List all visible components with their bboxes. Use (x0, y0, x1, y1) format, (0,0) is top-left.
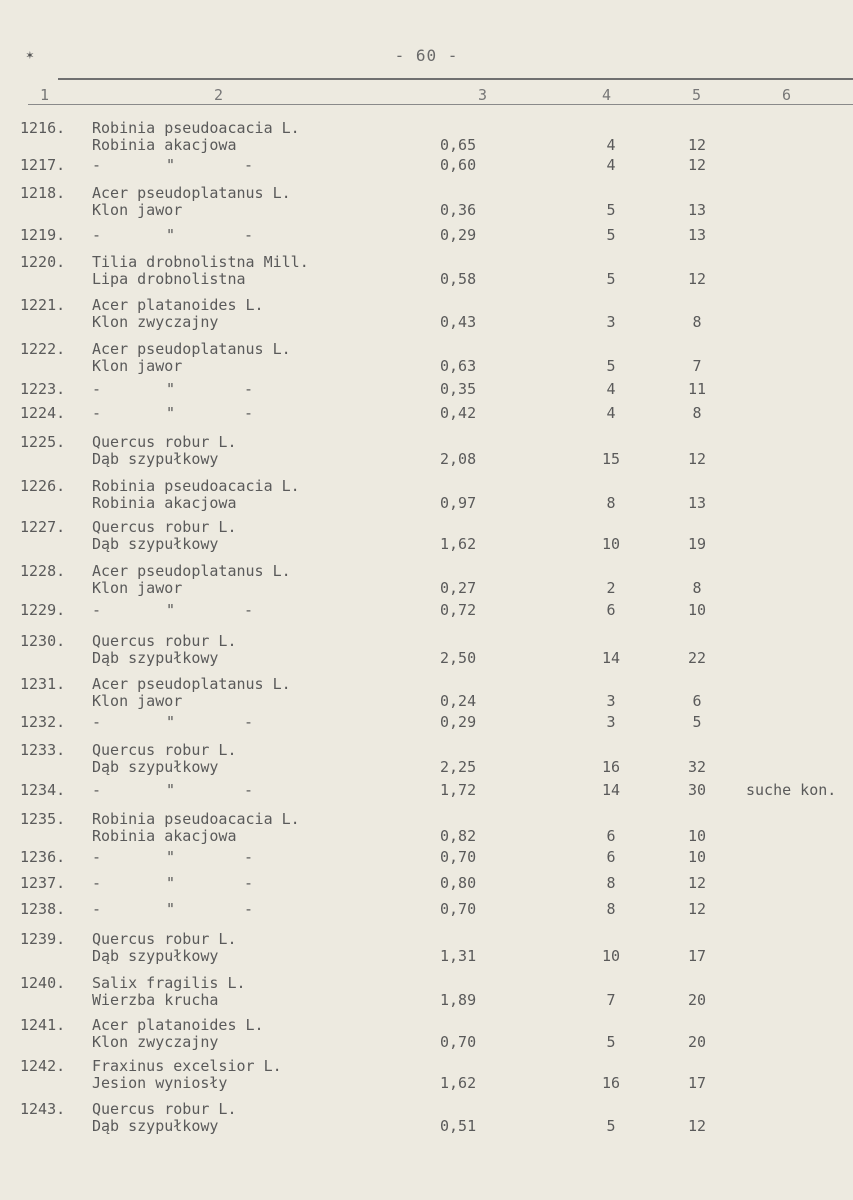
species-polish: Dąb szypułkowy (92, 758, 219, 776)
row-number: 1237. (20, 874, 66, 892)
ditto-dash: - (92, 404, 102, 422)
value-col4: 10 (601, 535, 621, 553)
row-number: 1233. (20, 741, 66, 759)
species-polish: Lipa drobnolistna (92, 270, 246, 288)
species-name (92, 931, 422, 965)
value-col5: 17 (687, 1074, 707, 1092)
value-col4: 4 (606, 404, 616, 422)
value-col3: 1,72 (440, 781, 477, 799)
value-col3: 0,43 (440, 313, 477, 331)
ditto-quote: " (166, 226, 176, 244)
ditto-dash: - (244, 874, 254, 892)
column-header-5: 5 (692, 86, 702, 104)
row-number: 1230. (20, 632, 66, 650)
species-latin: Acer pseudoplatanus L. (92, 184, 291, 202)
value-col3: 0,29 (440, 713, 477, 731)
ditto-dash: - (244, 781, 254, 799)
value-col5: 6 (692, 692, 702, 710)
row-number: 1232. (20, 713, 66, 731)
value-col4: 6 (606, 827, 616, 845)
ditto-dash: - (92, 601, 102, 619)
species-polish: Robinia akacjowa (92, 827, 237, 845)
species-name (92, 120, 422, 154)
value-col3: 0,70 (440, 848, 477, 866)
value-col5: 19 (687, 535, 707, 553)
value-col3: 2,08 (440, 450, 477, 468)
ditto-dash: - (244, 404, 254, 422)
value-col5: 7 (692, 357, 702, 375)
value-col4: 4 (606, 136, 616, 154)
value-col5: 12 (687, 900, 707, 918)
ditto-dash: - (244, 380, 254, 398)
species-polish: Klon zwyczajny (92, 1033, 219, 1051)
row-number: 1218. (20, 184, 66, 202)
remarks: suche kon. (746, 781, 837, 799)
species-latin: Acer pseudoplatanus L. (92, 675, 291, 693)
value-col3: 1,62 (440, 535, 477, 553)
ditto-dash: - (92, 380, 102, 398)
ditto-quote: " (166, 404, 176, 422)
value-col4: 14 (601, 781, 621, 799)
value-col4: 6 (606, 601, 616, 619)
species-polish: Klon jawor (92, 692, 183, 710)
species-name (92, 1017, 422, 1051)
species-polish: Jesion wyniosły (92, 1074, 228, 1092)
species-latin: Acer platanoides L. (92, 296, 264, 314)
value-col3: 0,58 (440, 270, 477, 288)
column-header-4: 4 (602, 86, 612, 104)
species-name (92, 676, 422, 710)
row-number: 1220. (20, 253, 66, 271)
species-name (92, 633, 422, 667)
species-latin: Quercus robur L. (92, 518, 237, 536)
value-col3: 0,35 (440, 380, 477, 398)
value-col4: 4 (606, 380, 616, 398)
species-polish: Dąb szypułkowy (92, 649, 219, 667)
ditto-quote: " (166, 713, 176, 731)
value-col4: 7 (606, 991, 616, 1009)
value-col4: 5 (606, 201, 616, 219)
value-col5: 8 (692, 313, 702, 331)
row-number: 1223. (20, 380, 66, 398)
row-number: 1222. (20, 340, 66, 358)
value-col3: 1,62 (440, 1074, 477, 1092)
ditto-dash: - (92, 156, 102, 174)
page-number: - 60 - (394, 46, 459, 65)
value-col5: 32 (687, 758, 707, 776)
species-polish: Robinia akacjowa (92, 136, 237, 154)
species-name (92, 563, 422, 597)
value-col3: 2,50 (440, 649, 477, 667)
ditto-quote: " (166, 601, 176, 619)
value-col5: 17 (687, 947, 707, 965)
row-number: 1225. (20, 433, 66, 451)
species-name (92, 1101, 422, 1135)
species-latin: Quercus robur L. (92, 930, 237, 948)
value-col4: 4 (606, 156, 616, 174)
value-col4: 8 (606, 900, 616, 918)
value-col5: 13 (687, 494, 707, 512)
stray-mark: ✶ (26, 48, 34, 63)
value-col4: 8 (606, 494, 616, 512)
row-number: 1242. (20, 1057, 66, 1075)
ditto-dash: - (92, 226, 102, 244)
value-col3: 0,70 (440, 1033, 477, 1051)
value-col4: 5 (606, 1117, 616, 1135)
value-col5: 5 (692, 713, 702, 731)
value-col4: 3 (606, 713, 616, 731)
value-col4: 16 (601, 758, 621, 776)
row-number: 1226. (20, 477, 66, 495)
species-polish: Wierzba krucha (92, 991, 219, 1009)
ditto-quote: " (166, 380, 176, 398)
species-polish: Dąb szypułkowy (92, 535, 219, 553)
value-col5: 10 (687, 601, 707, 619)
species-latin: Quercus robur L. (92, 433, 237, 451)
species-latin: Robinia pseudoacacia L. (92, 810, 300, 828)
row-number: 1231. (20, 675, 66, 693)
value-col4: 3 (606, 313, 616, 331)
column-header-6: 6 (782, 86, 792, 104)
value-col3: 0,82 (440, 827, 477, 845)
value-col4: 5 (606, 1033, 616, 1051)
value-col5: 12 (687, 1117, 707, 1135)
value-col5: 20 (687, 1033, 707, 1051)
value-col4: 5 (606, 357, 616, 375)
value-col3: 0,42 (440, 404, 477, 422)
species-name (92, 185, 422, 219)
value-col3: 0,29 (440, 226, 477, 244)
species-name (92, 478, 422, 512)
value-col5: 8 (692, 404, 702, 422)
value-col4: 3 (606, 692, 616, 710)
ditto-dash: - (92, 781, 102, 799)
species-name (92, 434, 422, 468)
ditto-dash: - (92, 713, 102, 731)
row-number: 1224. (20, 404, 66, 422)
ditto-dash: - (92, 848, 102, 866)
column-header-1: 1 (40, 86, 50, 104)
species-latin: Quercus robur L. (92, 1100, 237, 1118)
species-name (92, 1058, 422, 1092)
species-name (92, 519, 422, 553)
value-col4: 16 (601, 1074, 621, 1092)
row-number: 1240. (20, 974, 66, 992)
row-number: 1236. (20, 848, 66, 866)
column-header-2: 2 (214, 86, 224, 104)
species-name (92, 254, 422, 288)
value-col5: 22 (687, 649, 707, 667)
value-col3: 2,25 (440, 758, 477, 776)
value-col5: 8 (692, 579, 702, 597)
value-col3: 0,36 (440, 201, 477, 219)
value-col4: 8 (606, 874, 616, 892)
ditto-dash: - (92, 874, 102, 892)
value-col5: 10 (687, 848, 707, 866)
species-name (92, 341, 422, 375)
value-col3: 0,60 (440, 156, 477, 174)
value-col3: 0,51 (440, 1117, 477, 1135)
species-latin: Quercus robur L. (92, 632, 237, 650)
row-number: 1235. (20, 810, 66, 828)
value-col3: 0,80 (440, 874, 477, 892)
value-col4: 5 (606, 226, 616, 244)
ditto-dash: - (244, 900, 254, 918)
ditto-dash: - (244, 713, 254, 731)
species-polish: Klon zwyczajny (92, 313, 219, 331)
row-number: 1238. (20, 900, 66, 918)
species-latin: Acer platanoides L. (92, 1016, 264, 1034)
value-col5: 13 (687, 201, 707, 219)
species-polish: Robinia akacjowa (92, 494, 237, 512)
ditto-quote: " (166, 781, 176, 799)
value-col3: 1,31 (440, 947, 477, 965)
value-col5: 20 (687, 991, 707, 1009)
row-number: 1228. (20, 562, 66, 580)
row-number: 1229. (20, 601, 66, 619)
ditto-quote: " (166, 848, 176, 866)
row-number: 1239. (20, 930, 66, 948)
species-latin: Salix fragilis L. (92, 974, 246, 992)
value-col3: 0,72 (440, 601, 477, 619)
row-number: 1216. (20, 119, 66, 137)
species-latin: Quercus robur L. (92, 741, 237, 759)
species-name (92, 297, 422, 331)
species-latin: Robinia pseudoacacia L. (92, 477, 300, 495)
species-polish: Klon jawor (92, 579, 183, 597)
species-polish: Klon jawor (92, 357, 183, 375)
species-name (92, 811, 422, 845)
species-latin: Fraxinus excelsior L. (92, 1057, 282, 1075)
value-col5: 12 (687, 156, 707, 174)
value-col5: 30 (687, 781, 707, 799)
species-latin: Tilia drobnolistna Mill. (92, 253, 309, 271)
row-number: 1241. (20, 1016, 66, 1034)
species-name (92, 742, 422, 776)
ditto-quote: " (166, 900, 176, 918)
value-col5: 13 (687, 226, 707, 244)
ditto-dash: - (244, 601, 254, 619)
value-col4: 6 (606, 848, 616, 866)
ditto-dash: - (244, 156, 254, 174)
value-col4: 2 (606, 579, 616, 597)
species-polish: Klon jawor (92, 201, 183, 219)
value-col4: 14 (601, 649, 621, 667)
ditto-dash: - (244, 226, 254, 244)
value-col4: 15 (601, 450, 621, 468)
value-col5: 12 (687, 136, 707, 154)
row-number: 1219. (20, 226, 66, 244)
ditto-dash: - (244, 848, 254, 866)
species-polish: Dąb szypułkowy (92, 1117, 219, 1135)
value-col3: 1,89 (440, 991, 477, 1009)
row-number: 1227. (20, 518, 66, 536)
value-col5: 11 (687, 380, 707, 398)
ditto-quote: " (166, 874, 176, 892)
row-number: 1243. (20, 1100, 66, 1118)
value-col5: 10 (687, 827, 707, 845)
species-latin: Robinia pseudoacacia L. (92, 119, 300, 137)
value-col5: 12 (687, 450, 707, 468)
ditto-dash: - (92, 900, 102, 918)
value-col3: 0,27 (440, 579, 477, 597)
value-col5: 12 (687, 270, 707, 288)
species-latin: Acer pseudoplatanus L. (92, 340, 291, 358)
value-col3: 0,24 (440, 692, 477, 710)
column-header-3: 3 (478, 86, 488, 104)
species-latin: Acer pseudoplatanus L. (92, 562, 291, 580)
row-number: 1217. (20, 156, 66, 174)
value-col3: 0,97 (440, 494, 477, 512)
value-col3: 0,70 (440, 900, 477, 918)
header-underline (28, 104, 853, 105)
ditto-quote: " (166, 156, 176, 174)
value-col4: 10 (601, 947, 621, 965)
row-number: 1234. (20, 781, 66, 799)
species-name (92, 975, 422, 1009)
value-col4: 5 (606, 270, 616, 288)
header-rule (58, 78, 853, 80)
value-col5: 12 (687, 874, 707, 892)
row-number: 1221. (20, 296, 66, 314)
species-polish: Dąb szypułkowy (92, 450, 219, 468)
value-col3: 0,63 (440, 357, 477, 375)
value-col3: 0,65 (440, 136, 477, 154)
species-polish: Dąb szypułkowy (92, 947, 219, 965)
